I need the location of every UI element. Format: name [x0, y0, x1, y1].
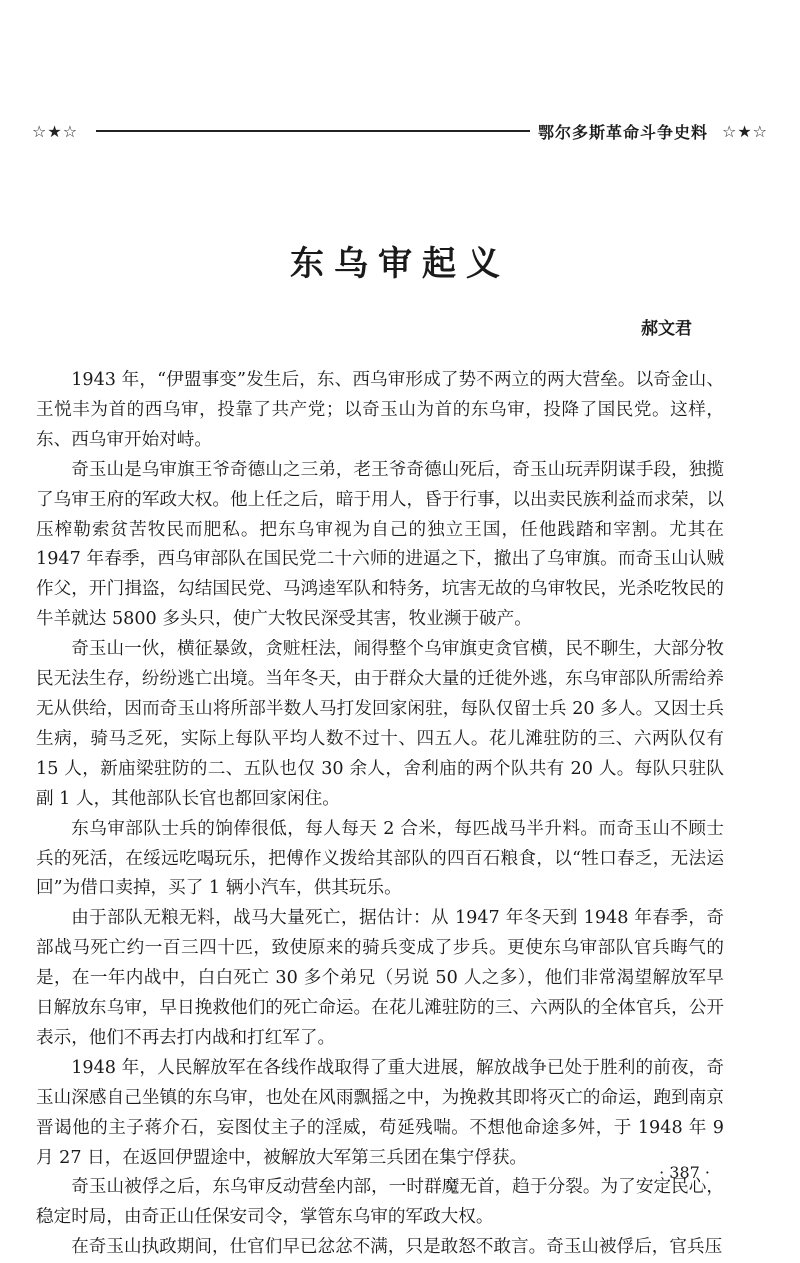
paragraph: 在奇玉山执政期间，仕官们早已忿忿不满，只是敢怒不敢言。奇玉山被俘后，官兵压 — [71, 1237, 723, 1258]
header-rule — [96, 130, 530, 132]
paragraph: 由于部队无粮无料，战马大量死亡，据估计：从 1947 年冬天到 1948 年春季，奇部战马死亡约一百三四十匹，致使原来的骑兵变成了步兵。更使东乌审部队官兵晦气的是，在一年内战中，白白死亡 30 多个弟兄（另说 50 人之多），他们非常渴望解放军早日解放东乌审，早日挽救他们的死亡命运。在花儿滩驻防的三、六两队的全体官兵，公开表示，他们不再去打内战和打红军了。 — [36, 908, 724, 1048]
paragraph: 东乌审部队士兵的饷俸很低，每人每天 2 合米，每匹战马半升料。而奇玉山不顾士兵的死活，在绥远吃喝玩乐，把傅作义拨给其部队的四百石粮食，以“牲口春乏，无法运回”为借口卖掉，买了 1 辆小汽车，供其玩乐。 — [36, 818, 724, 899]
article-body — [36, 366, 724, 1263]
stars-right-icon: ☆★☆ — [721, 121, 768, 141]
page-number: · 387 · — [659, 1163, 710, 1182]
stars-left-icon: ☆★☆ — [32, 121, 79, 141]
paragraph: 奇玉山是乌审旗王爷奇德山之三弟，老王爷奇德山死后，奇玉山玩弄阴谋手段，独揽了乌审王府的军政大权。他上任之后，暗于用人，昏于行事，以出卖民族利益而求荣，以压榨勒索贫苦牧民而肥私。把东乌审视为自己的独立王国，任他践踏和宰割。尤其在 1947 年春季，西乌审部队在国民党二十六师的进逼之下，撤出了乌审旗。而奇玉山认贼作父，开门揖盗，勾结国民党、马鸿逵军队和特务，坑害无故的乌审牧民，光杀吃牧民的牛羊就达 5800 多头只，使广大牧民深受其害，牧业濒于破产。 — [36, 459, 724, 630]
paragraph: 奇玉山被俘之后，东乌审反动营垒内部，一时群魔无首，趋于分裂。为了安定民心，稳定时局，由奇正山任保安司令，掌管东乌审的军政大权。 — [36, 1177, 724, 1228]
running-header — [32, 118, 768, 144]
paragraph: 奇玉山一伙，横征暴敛，贪赃枉法，闹得整个乌审旗吏贪官横，民不聊生，大部分牧民无法生存，纷纷逃亡出境。当年冬天，由于群众大量的迁徙外逃，东乌审部队所需给养无从供给，因而奇玉山将所部半数人马打发回家闲驻，每队仅留士兵 20 多人。又因士兵生病，骑马乏死，实际上每队平均人数不过十、四五人。花儿滩驻防的三、六两队仅有 15 人，新庙梁驻防的二、五队也仅 30 余人，舍利庙的两个队共有 20 人。每队只驻队副 1 人，其他部队长官也都回家闲住。 — [36, 639, 724, 809]
article-author: 郝文君 — [641, 319, 692, 339]
paragraph: 1948 年，人民解放军在各线作战取得了重大进展，解放战争已处于胜利的前夜，奇玉山深感自己坐镇的东乌审，也处在风雨飘摇之中，为挽救其即将灭亡的命运，跑到南京晋谒他的主子蒋介石，妄图仗主子的淫威，苟延残喘。不想他命途多舛，于 1948 年 9 月 27 日，在返回伊盟途中，被解放大军第三兵团在集宁俘获。 — [36, 1057, 724, 1168]
article-title: 东乌审起义 — [290, 244, 510, 284]
paragraph: 1943 年，“伊盟事变”发生后，东、西乌审形成了势不两立的两大营垒。以奇金山、王悦丰为首的西乌审，投靠了共产党；以奇玉山为首的东乌审，投降了国民党。这样，东、西乌审开始对峙。 — [36, 370, 724, 450]
header-title: 鄂尔多斯革命斗争史料 — [537, 122, 708, 142]
